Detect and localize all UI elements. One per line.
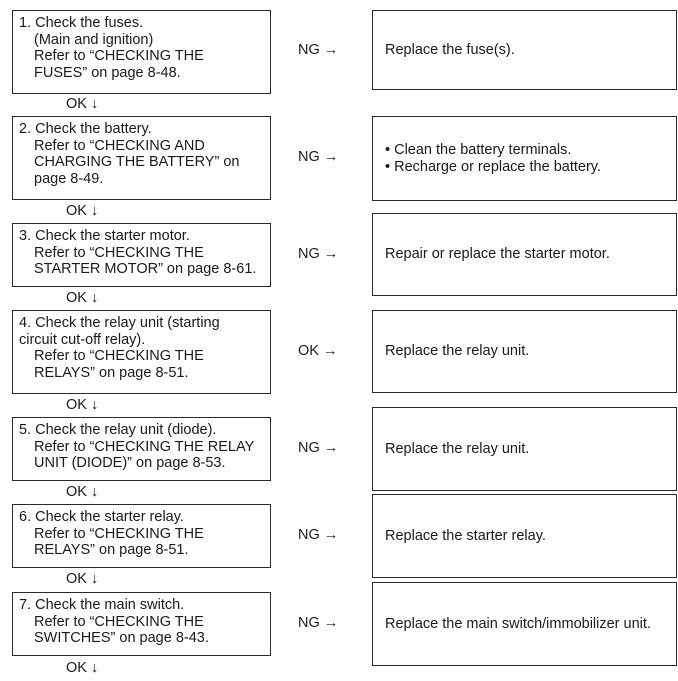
step-3-verdict: NG → bbox=[298, 246, 339, 262]
step-4-line-1: 4. Check the relay unit (starting bbox=[19, 315, 220, 331]
step-2-action-line-1: • Clean the battery terminals. bbox=[385, 141, 572, 158]
step-6-box bbox=[12, 504, 271, 568]
step-1-line-2: (Main and ignition) bbox=[34, 31, 154, 48]
step-5-verdict: NG → bbox=[298, 440, 339, 456]
step-6-ok: OK ↓ bbox=[66, 571, 99, 587]
step-2-action-line-2: • Recharge or replace the battery. bbox=[385, 158, 601, 175]
step-4-verdict: OK → bbox=[298, 343, 338, 359]
step-6-action-line-1: Replace the starter relay. bbox=[385, 527, 546, 544]
step-1-line-1: 1. Check the fuses. bbox=[19, 15, 144, 31]
step-1-verdict: NG → bbox=[298, 42, 339, 58]
step-3-action-line-1: Repair or replace the starter motor. bbox=[385, 246, 610, 262]
step-7-verdict: NG → bbox=[298, 615, 339, 631]
step-7-action-line-1: Replace the main switch/immobilizer unit. bbox=[385, 615, 651, 632]
step-7-line-3: SWITCHES” on page 8-43. bbox=[34, 630, 209, 647]
step-6-verdict: NG → bbox=[298, 527, 339, 543]
step-2-action-box bbox=[372, 116, 677, 201]
step-5-line-1: 5. Check the relay unit (diode). bbox=[19, 422, 217, 438]
step-3-line-2: Refer to “CHECKING THE bbox=[34, 244, 204, 261]
step-3-box bbox=[12, 223, 271, 287]
step-3-action-box bbox=[372, 213, 677, 296]
step-6-line-1: 6. Check the starter relay. bbox=[19, 509, 184, 525]
step-5-box bbox=[12, 417, 271, 481]
step-2-ok: OK ↓ bbox=[66, 203, 99, 219]
step-4-line-2: circuit cut-off relay). bbox=[19, 331, 146, 348]
step-5-action-line-1: Replace the relay unit. bbox=[385, 440, 530, 457]
step-4-action-box bbox=[372, 310, 677, 393]
step-7-box bbox=[12, 592, 271, 656]
step-2-verdict: NG → bbox=[298, 149, 339, 165]
step-7-action-box bbox=[372, 582, 677, 666]
step-4-ok: OK ↓ bbox=[66, 397, 99, 413]
step-1-action-box bbox=[372, 10, 677, 90]
step-3-line-1: 3. Check the starter motor. bbox=[19, 228, 190, 244]
step-6-action-box bbox=[372, 494, 677, 578]
step-1-ok: OK ↓ bbox=[66, 96, 99, 112]
step-4-line-4: RELAYS” on page 8-51. bbox=[34, 364, 189, 381]
step-5-line-3: UNIT (DIODE)” on page 8-53. bbox=[34, 455, 226, 472]
step-1-line-4: FUSES” on page 8-48. bbox=[34, 64, 181, 81]
step-6-line-2: Refer to “CHECKING THE bbox=[34, 525, 204, 542]
step-2-line-1: 2. Check the battery. bbox=[19, 121, 152, 137]
step-4-line-3: Refer to “CHECKING THE bbox=[34, 348, 204, 365]
step-1-box bbox=[12, 10, 271, 94]
step-4-action-line-1: Replace the relay unit. bbox=[385, 343, 530, 359]
step-3-ok: OK ↓ bbox=[66, 290, 99, 306]
step-7-line-1: 7. Check the main switch. bbox=[19, 597, 185, 613]
step-4-box bbox=[12, 310, 271, 394]
step-2-line-2: Refer to “CHECKING AND bbox=[34, 137, 205, 154]
step-2-box bbox=[12, 116, 271, 200]
step-2-line-4: page 8-49. bbox=[34, 170, 104, 187]
step-3-line-3: STARTER MOTOR” on page 8-61. bbox=[34, 261, 257, 278]
step-5-ok: OK ↓ bbox=[66, 484, 99, 500]
step-1-action-line-1: Replace the fuse(s). bbox=[385, 41, 515, 58]
step-6-line-3: RELAYS” on page 8-51. bbox=[34, 542, 189, 559]
step-7-line-2: Refer to “CHECKING THE bbox=[34, 613, 204, 630]
step-1-line-3: Refer to “CHECKING THE bbox=[34, 48, 204, 65]
step-7-ok: OK ↓ bbox=[66, 660, 99, 676]
step-5-line-2: Refer to “CHECKING THE RELAY bbox=[34, 438, 255, 455]
step-5-action-box bbox=[372, 407, 677, 491]
step-2-line-3: CHARGING THE BATTERY” on bbox=[34, 154, 240, 171]
